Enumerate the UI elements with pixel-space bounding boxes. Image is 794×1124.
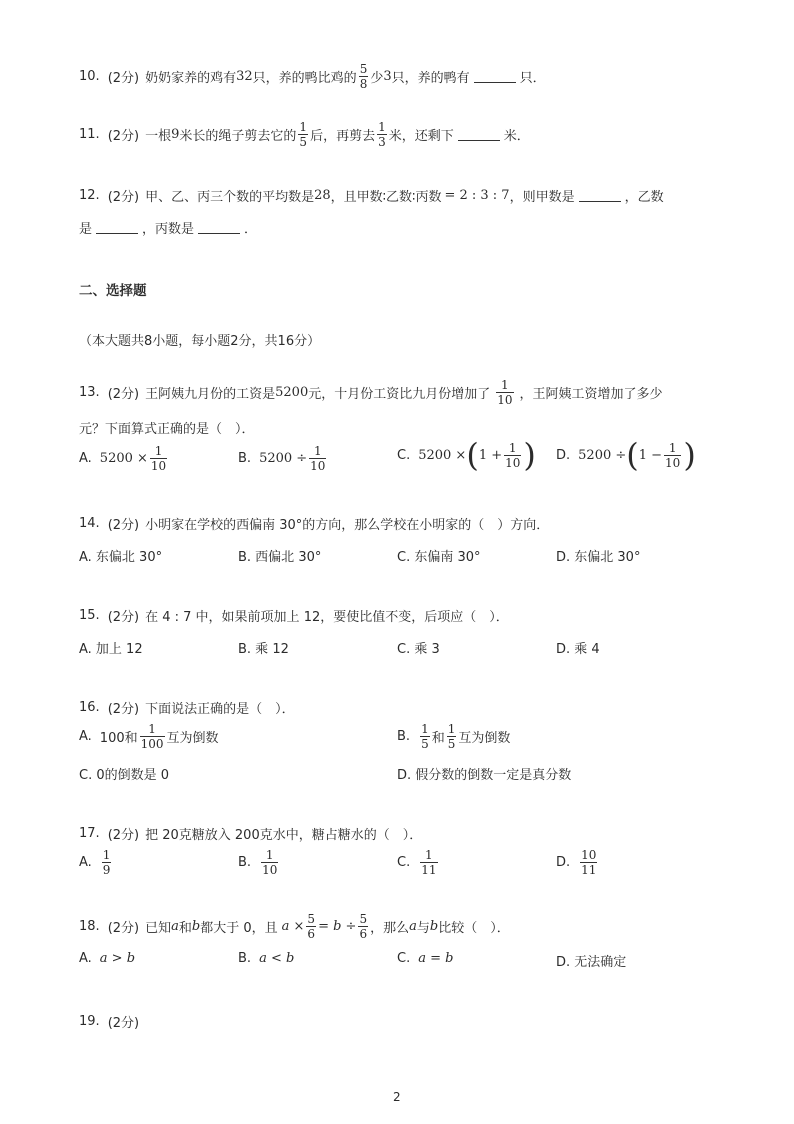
q14-option-b[interactable]: B. 西偏北 30° <box>238 550 322 565</box>
q18-option-c[interactable] <box>397 951 453 966</box>
q18-option-d[interactable]: D. 无法确定 <box>556 955 627 970</box>
q15-number: 15. <box>79 608 100 623</box>
q18-expr-1: a × <box>281 919 305 934</box>
q17-c-label: C. <box>397 855 411 870</box>
question-17 <box>79 824 422 843</box>
question-13 <box>79 378 663 407</box>
q16-a-post: 互为倒数 <box>166 731 219 746</box>
q16-b-label: B. <box>397 729 411 744</box>
q13-d-label: D. <box>556 447 571 463</box>
q13-c-rparen: ) <box>523 436 536 474</box>
q18-b-expr: a < b <box>259 951 295 966</box>
q13-b-fraction: $\frac{1}{10}$ <box>310 444 326 473</box>
q10-text-1: 奶奶家养的鸡有 <box>145 71 237 86</box>
question-11 <box>79 120 530 149</box>
q17-option-c[interactable] <box>397 848 440 877</box>
q16-text: 下面说法正确的是（ ）． <box>145 702 295 717</box>
q13-c-label: C. <box>397 447 411 463</box>
q11-text-1: 一根 <box>145 129 172 144</box>
q18-text-1: 已知 <box>145 921 172 936</box>
page-number: 2 <box>393 1090 401 1104</box>
q13-score: (2分) <box>107 387 140 402</box>
q13-d-lparen: ( <box>626 436 639 474</box>
q18-var-b-2: b <box>429 919 439 934</box>
question-16 <box>79 698 295 717</box>
q13-text-2: 元，十月份工资比九月份增加了 <box>308 387 491 402</box>
q16-number: 16. <box>79 700 100 715</box>
q18-expr-2: = b ÷ <box>318 919 357 934</box>
q13-option-d[interactable] <box>556 436 696 474</box>
q16-b-post: 互为倒数 <box>458 731 511 746</box>
q18-text-5: 与 <box>416 921 430 936</box>
q12-line2-a: 是 <box>79 222 93 237</box>
q14-number: 14. <box>79 516 100 531</box>
q13-option-b[interactable] <box>238 444 328 473</box>
q12-blank-jia[interactable] <box>579 189 621 202</box>
q16-a-fraction: $\frac{1}{100}$ <box>140 722 164 751</box>
q13-a-expr: 5200 × <box>99 451 148 466</box>
q13-line-2: 元？下面算式正确的是（ ）． <box>79 422 255 437</box>
q13-d-expr: 5200 ÷ <box>578 447 627 463</box>
q18-option-a[interactable] <box>79 951 135 966</box>
q15-score: (2分) <box>107 610 140 625</box>
q19-score: (2分) <box>107 1016 140 1031</box>
q11-length: 9 <box>171 127 180 142</box>
q16-b-mid: 和 <box>431 731 445 746</box>
q13-b-label: B. <box>238 451 252 466</box>
q17-option-d[interactable] <box>556 848 599 877</box>
q17-d-fraction: $\frac{10}{11}$ <box>581 848 597 877</box>
q13-number: 13. <box>79 385 100 400</box>
q15-option-a[interactable]: A. 加上 12 <box>79 642 143 657</box>
q16-a-label: A. <box>79 729 92 744</box>
q11-text-4: 米，还剩下 <box>388 129 454 144</box>
q10-text-4: 只，养的鸭有 <box>391 71 470 86</box>
question-19 <box>79 1012 145 1031</box>
q11-fraction-2: $\frac{1}{3}$ <box>378 120 386 149</box>
q12-text-4: ，乙数 <box>624 190 664 205</box>
q14-text: 小明家在学校的西偏南 30°的方向，那么学校在小明家的（ ）方向． <box>145 518 550 533</box>
q13-c-lparen: ( <box>466 436 479 474</box>
q16-a-pre: 100和 <box>99 731 138 746</box>
q10-text-3: 少 <box>370 71 384 86</box>
q13-text-1: 王阿姨九月份的工资是 <box>145 387 276 402</box>
q10-text-5: 只． <box>519 71 546 86</box>
q10-fraction: $\frac{5}{8}$ <box>359 62 368 91</box>
question-14 <box>79 514 549 533</box>
q13-c-fraction: $\frac{1}{10}$ <box>505 440 521 470</box>
q12-line2-b: ，丙数是 <box>142 222 195 237</box>
q12-text-2: ，且甲数∶乙数∶丙数 <box>330 190 442 205</box>
q13-d-inner: 1 − <box>638 447 663 463</box>
q18-score: (2分) <box>107 921 140 936</box>
q17-d-label: D. <box>556 855 571 870</box>
section-2-note: （本大题共8小题，每小题2分，共16分） <box>79 334 321 349</box>
q18-a-expr: a > b <box>99 951 136 966</box>
section-2-title: 二、选择题 <box>79 283 147 299</box>
q12-ratio: = 2 : 3 : 7 <box>444 188 510 203</box>
q17-b-label: B. <box>238 855 252 870</box>
q19-number: 19. <box>79 1014 100 1029</box>
q13-c-inner: 1 + <box>478 447 503 463</box>
q10-text-2: 只，养的鸭比鸡的 <box>252 71 357 86</box>
q12-number: 12. <box>79 188 100 203</box>
q18-c-label: C. <box>397 951 411 966</box>
q15-text: 在 4 : 7 中，如果前项加上 12，要使比值不变，后项应（ ）． <box>145 610 509 625</box>
q18-text-3: 都大于 0，且 <box>200 921 278 936</box>
q13-text-3: ，王阿姨工资增加了多少 <box>519 387 663 402</box>
q12-blank-bing[interactable] <box>198 221 240 234</box>
q17-option-a[interactable] <box>79 848 113 877</box>
q17-text: 把 20克糖放入 200克水中，糖占糖水的（ ）． <box>145 828 423 843</box>
q10-number: 10. <box>79 69 100 84</box>
q18-var-b: b <box>191 919 201 934</box>
q10-score: (2分) <box>107 71 140 86</box>
q14-score: (2分) <box>107 518 140 533</box>
q11-number: 11. <box>79 127 100 142</box>
q14-option-c[interactable]: C. 东偏南 30° <box>397 550 481 565</box>
q15-option-d[interactable]: D. 乘 4 <box>556 642 600 657</box>
q16-option-a[interactable] <box>79 722 219 751</box>
q18-a-label: A. <box>79 951 92 966</box>
q18-text-4: ，那么 <box>370 921 410 936</box>
q18-fraction-1: $\frac{5}{6}$ <box>307 912 316 941</box>
q10-number-3: 3 <box>383 69 392 84</box>
q15-option-b[interactable]: B. 乘 12 <box>238 642 289 657</box>
q18-c-expr: a = b <box>418 951 454 966</box>
q16-option-b[interactable] <box>397 722 510 751</box>
q16-score: (2分) <box>107 702 140 717</box>
q18-text-6: 比较（ ）． <box>438 921 510 936</box>
q13-c-expr: 5200 × <box>418 447 467 463</box>
q11-answer-blank[interactable] <box>458 128 500 141</box>
q18-var-a-2: a <box>409 919 417 934</box>
question-12 <box>79 186 664 205</box>
q15-option-c[interactable]: C. 乘 3 <box>397 642 440 657</box>
q12-score: (2分) <box>107 190 140 205</box>
q12-text-1: 甲、乙、丙三个数的平均数是 <box>145 190 315 205</box>
q13-a-fraction: $\frac{1}{10}$ <box>150 444 167 473</box>
question-10 <box>79 62 546 91</box>
q13-a-label: A. <box>79 451 92 466</box>
q13-option-a[interactable] <box>79 444 169 473</box>
q12-average: 28 <box>314 188 331 203</box>
question-15 <box>79 606 509 625</box>
q17-number: 17. <box>79 826 100 841</box>
q18-fraction-2: $\frac{5}{6}$ <box>359 912 368 941</box>
q17-a-fraction: $\frac{1}{9}$ <box>102 848 111 877</box>
q10-chickens: 32 <box>236 69 253 84</box>
q12-blank-yi[interactable] <box>96 221 138 234</box>
q17-b-fraction: $\frac{1}{10}$ <box>262 848 278 877</box>
q17-score: (2分) <box>107 828 140 843</box>
q16-b-fraction-2: $\frac{1}{5}$ <box>447 722 456 751</box>
q13-salary: 5200 <box>275 385 309 400</box>
q18-var-a: a <box>171 919 179 934</box>
q11-fraction-1: $\frac{1}{5}$ <box>299 120 308 149</box>
question-18 <box>79 912 510 941</box>
q18-text-2: 和 <box>178 921 192 936</box>
q13-fraction: $\frac{1}{10}$ <box>497 378 513 407</box>
q17-a-label: A. <box>79 855 92 870</box>
q11-text-3: 后，再剪去 <box>310 129 376 144</box>
q18-option-b[interactable] <box>238 951 294 966</box>
q11-score: (2分) <box>107 129 140 144</box>
q17-option-b[interactable] <box>238 848 280 877</box>
q11-text-2: 米长的绳子剪去它的 <box>179 129 297 144</box>
q14-option-a[interactable]: A. 东偏北 30° <box>79 550 163 565</box>
q13-d-fraction: $\frac{1}{10}$ <box>665 440 681 470</box>
q13-d-rparen: ) <box>683 436 696 474</box>
q16-option-c[interactable]: C. 0的倒数是 0 <box>79 768 170 783</box>
q13-b-expr: 5200 ÷ <box>259 451 308 466</box>
q16-option-d[interactable]: D. 假分数的倒数一定是真分数 <box>397 768 572 783</box>
q11-text-5: 米． <box>503 129 530 144</box>
question-12-line-2 <box>79 218 257 237</box>
q17-c-fraction: $\frac{1}{11}$ <box>421 848 437 877</box>
q12-line2-c: ． <box>244 222 258 237</box>
q13-option-c[interactable] <box>397 436 536 474</box>
q12-text-3: ，则甲数是 <box>509 190 575 205</box>
q10-answer-blank[interactable] <box>474 70 516 83</box>
q18-number: 18. <box>79 919 100 934</box>
q16-b-fraction-1: $\frac{1}{5}$ <box>421 722 429 751</box>
q18-b-label: B. <box>238 951 252 966</box>
q14-option-d[interactable]: D. 东偏北 30° <box>556 550 641 565</box>
